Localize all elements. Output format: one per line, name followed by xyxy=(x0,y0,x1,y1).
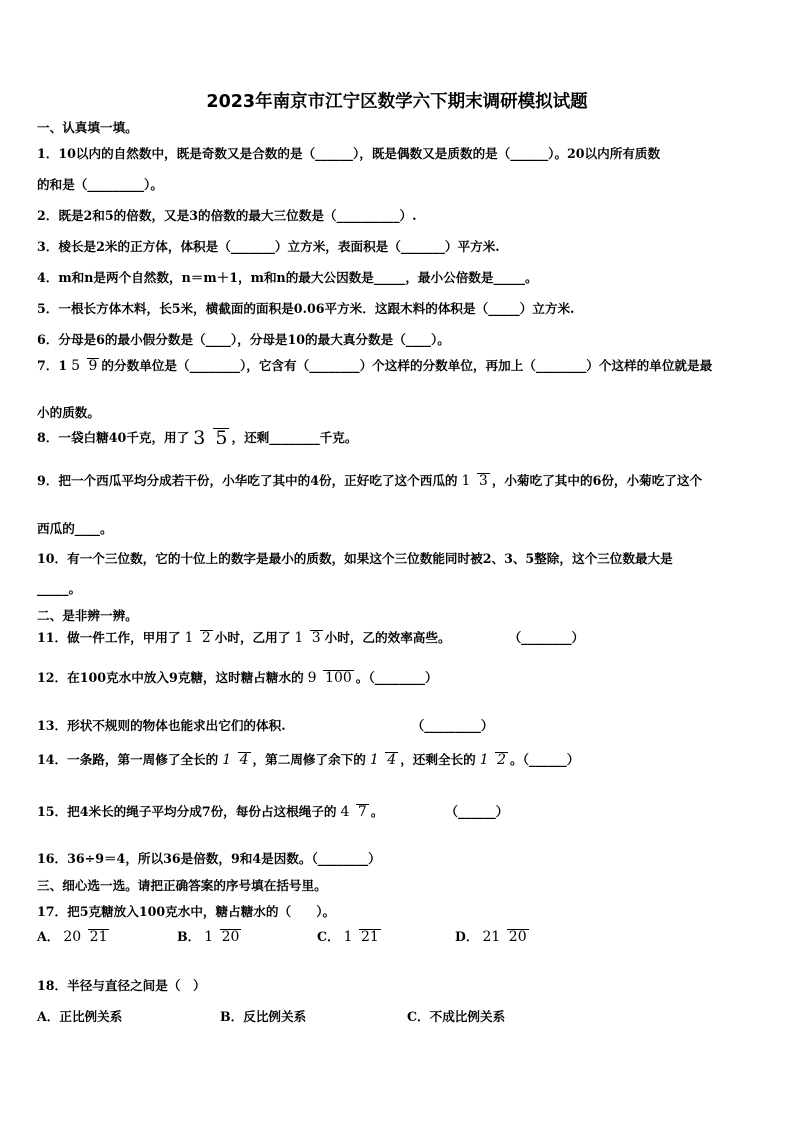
fraction: 1 3 xyxy=(294,630,321,646)
question-2: 2．既是2和5的倍数，又是3的倍数的最大三位数是（__________）. xyxy=(37,208,417,223)
answer-blank: （______） xyxy=(445,803,509,819)
question-7: 7．1 5 9 的分数单位是（________），它含有（________）个这样的分数单位，再加上（________）个这样的单位就是最 xyxy=(37,357,713,374)
fraction: 1 21 xyxy=(343,929,379,945)
option-d[interactable]: D． 21 20 xyxy=(455,928,527,945)
question-1: 1．10以内的自然数中，既是奇数又是合数的是（______），既是偶数又是质数的是（______）。20以内所有质数 xyxy=(37,146,661,161)
section-heading-2: 二、是非辨一辨。 xyxy=(37,608,138,623)
question-16: 16．36÷9＝4，所以36是倍数，9和4是因数。（________） xyxy=(37,851,381,866)
fraction: 1 20 xyxy=(204,929,240,945)
question-14: 14．一条路，第一周修了全长的 1 4 ，第二周修了余下的 1 4 ，还剩全长的 1 2 。（______） xyxy=(37,751,580,768)
question-4: 4．m和n是两个自然数，n＝m＋1，m和n的最大公因数是_____，最小公倍数是_____。 xyxy=(37,270,538,285)
question-15: 15．把4米长的绳子平均分成7份，每份占这根绳子的 4 7 。 （______） xyxy=(37,803,509,820)
question-9-cont: 西瓜的____。 xyxy=(37,521,113,536)
option-c[interactable]: C． 1 21 xyxy=(317,928,379,945)
question-17: 17．把5克糖放入100克水中，糖占糖水的（ ）。 xyxy=(37,904,336,919)
option-a[interactable]: A．正比例关系 xyxy=(37,1009,123,1024)
question-5: 5．一根长方体木料，长5米，横截面的面积是0.06平方米．这跟木料的体积是（_____）立方米. xyxy=(37,301,575,316)
question-17-options xyxy=(37,929,531,945)
question-18: 18．半径与直径之间是（ ） xyxy=(37,978,206,993)
fraction: 5 9 xyxy=(71,358,98,374)
fraction: 4 7 xyxy=(340,804,367,820)
question-10: 10．有一个三位数，它的十位上的数字是最小的质数，如果这个三位数能同时被2、3、5整除，这个三位数最大是 xyxy=(37,551,673,566)
fraction: 20 21 xyxy=(63,929,108,945)
question-12: 12．在100克水中放入9克糖，这时糖占糖水的 9 100 。（________） xyxy=(37,669,438,686)
answer-blank: （_________） xyxy=(411,718,494,733)
question-8: 8．一袋白糖40千克，用了 3 5 ，还剩________千克。 xyxy=(37,427,358,449)
question-10-cont: _____。 xyxy=(37,581,82,596)
fraction: 21 20 xyxy=(482,929,527,945)
question-1-cont: 的和是（_________）。 xyxy=(37,177,163,192)
page-title: 2023年南京市江宁区数学六下期末调研模拟试题 xyxy=(206,92,588,112)
option-c[interactable]: C．不成比例关系 xyxy=(407,1009,506,1024)
question-7-cont: 小的质数。 xyxy=(37,405,100,420)
fraction: 1 4 xyxy=(222,752,249,768)
option-a[interactable]: A． 20 21 xyxy=(37,928,108,945)
question-3: 3．棱长是2米的正方体，体积是（_______）立方米，表面积是（_______）平方米. xyxy=(37,239,500,254)
option-b[interactable]: B．反比例关系 xyxy=(220,1009,307,1024)
question-18-options xyxy=(37,1011,505,1024)
fraction: 1 2 xyxy=(184,630,211,646)
question-11: 11．做一件工作，甲用了 1 2 小时，乙用了 1 3 小时，乙的效率高些。 （________） xyxy=(37,629,585,646)
fraction: 1 2 xyxy=(479,752,507,768)
question-9: 9．把一个西瓜平均分成若干份，小华吃了其中的4份，正好吃了这个西瓜的 1 3 ，小菊吃了其中的6份，小菊吃了这个 xyxy=(37,472,703,489)
question-13: 13．形状不规则的物体也能求出它们的体积. （_________） xyxy=(37,718,494,733)
fraction: 9 100 xyxy=(307,670,352,686)
fraction: 3 5 xyxy=(193,427,228,449)
fraction: 1 4 xyxy=(369,752,397,768)
section-heading-3: 三、细心选一选。请把正确答案的序号填在括号里。 xyxy=(37,878,327,893)
answer-blank: （________） xyxy=(508,629,585,645)
question-6: 6．分母是6的最小假分数是（____），分母是10的最大真分数是（____）。 xyxy=(37,332,450,347)
fraction: 1 3 xyxy=(461,473,488,489)
option-b[interactable]: B． 1 20 xyxy=(177,928,240,945)
section-heading-1: 一、认真填一填。 xyxy=(37,120,138,135)
